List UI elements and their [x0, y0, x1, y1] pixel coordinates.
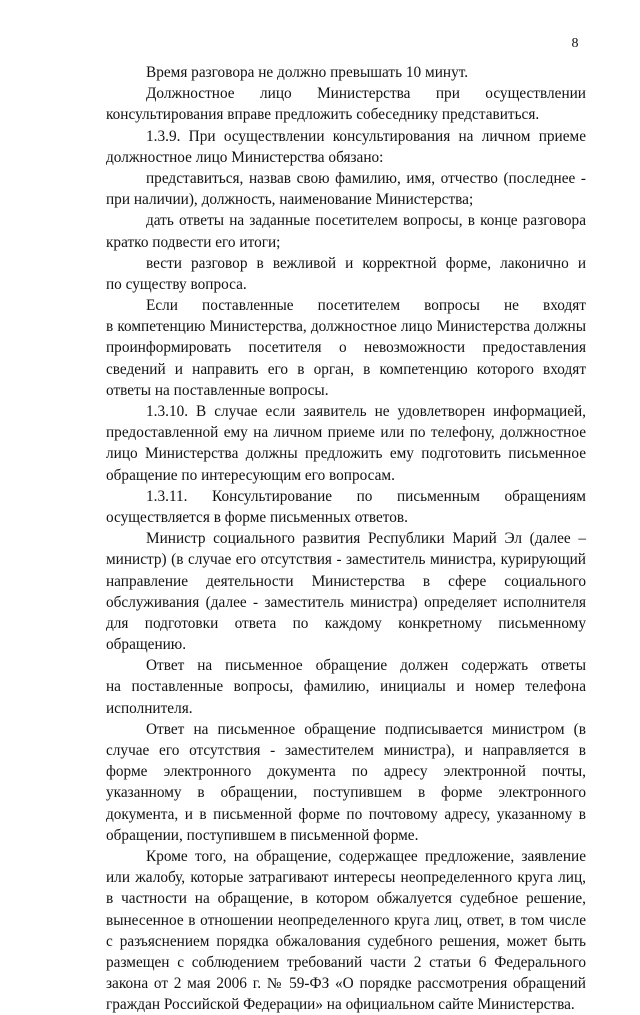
text-line: обращение по интересующим его вопросам.	[106, 466, 395, 484]
text-line: обращению.	[106, 636, 187, 654]
text-line: обслуживания (далее - заместитель министра) определяет исполнителя	[106, 593, 586, 611]
text-line: Кроме того, на обращение, содержащее предложение, заявление	[146, 847, 586, 865]
text-line: кратко подвести его итоги;	[106, 233, 281, 251]
text-line: форме электронного документа по адресу электронной почты,	[106, 763, 586, 781]
text-line: указанному в обращении, поступившем в форме электронного	[106, 784, 586, 802]
text-line: Если поставленные посетителем вопросы не входят	[146, 297, 586, 315]
text-line: 1.3.9. При осуществлении консультирования на личном приеме	[146, 127, 586, 145]
text-line: или жалобу, которые затрагивают интересы неопределенного круга лиц,	[106, 869, 586, 887]
text-line: с разъяснением порядка обжалования судебного решения, может быть	[106, 932, 586, 950]
text-line: в компетенцию Министерства, должностное лицо Министерства должны	[106, 318, 586, 336]
text-line: предоставленной ему на личном приеме или по телефону, должностное	[106, 424, 586, 442]
page-number: 8	[571, 36, 579, 51]
text-line: должностное лицо Министерства обязано:	[106, 148, 384, 166]
text-line: документа, и в письменной форме по почтовому адресу, указанному в	[106, 805, 586, 823]
text-line: граждан Российской Федерации» на официальном сайте Министерства.	[106, 996, 575, 1014]
text-line: в частности на обращение, в котором обжалуется судебное решение,	[106, 890, 586, 908]
text-line: дать ответы на заданные посетителем вопросы, в конце разговора	[146, 212, 586, 230]
text-line: осуществляется в форме письменных ответов.	[106, 508, 408, 526]
text-line: представиться, назвав свою фамилию, имя, отчество (последнее -	[146, 169, 586, 187]
text-line: лицо Министерства должны предложить ему подготовить письменное	[106, 445, 586, 463]
text-line: для подготовки ответа по каждому конкретному письменному	[106, 614, 586, 632]
text-line: направление деятельности Министерства в сфере социального	[106, 572, 586, 590]
text-line: случае его отсутствия - заместителем министра), и направляется в	[106, 742, 586, 759]
text-line: Министр социального развития Республики Марий Эл (далее –	[146, 530, 586, 548]
document-body	[106, 62, 586, 1015]
text-line: Ответ на письменное обращение должен содержать ответы	[146, 657, 586, 675]
text-line: обращении, поступившем в письменной форме.	[106, 826, 419, 844]
text-line: 1.3.11. Консультирование по письменным обращениям	[146, 487, 586, 505]
text-line: Должностное лицо Министерства при осуществлении	[146, 85, 586, 103]
text-line: министр) (в случае его отсутствия - заместитель министра, курирующий	[106, 551, 586, 569]
text-line: сведений и направить его в орган, в компетенцию которого входят	[106, 360, 586, 378]
text-line: при наличии), должность, наименование Министерства;	[106, 191, 474, 209]
text-line: по существу вопроса.	[106, 275, 247, 293]
text-line: вести разговор в вежливой и корректной форме, лаконично и	[146, 254, 586, 272]
text-line: проинформировать посетителя о невозможности предоставления	[106, 339, 586, 357]
text-line: исполнителя.	[106, 699, 193, 717]
text-line: 1.3.10. В случае если заявитель не удовлетворен информацией,	[146, 403, 586, 420]
text-line: закона от 2 мая 2006 г. № 59-ФЗ «О порядке рассмотрения обращений	[106, 975, 586, 993]
text-line: на поставленные вопросы, фамилию, инициалы и номер телефона	[106, 678, 586, 696]
text-line: Время разговора не должно превышать 10 минут.	[146, 64, 469, 81]
text-line: Ответ на письменное обращение подписывается министром (в	[146, 720, 586, 738]
text-line: консультирования вправе предложить собеседнику представиться.	[106, 106, 540, 124]
text-line: размещен с соблюдением требований части 2 статьи 6 Федерального	[106, 953, 586, 971]
text-line: вынесенное в отношении неопределенного круга лиц, ответ, в том числе	[106, 911, 586, 929]
text-line: ответы на поставленные вопросы.	[106, 381, 329, 399]
